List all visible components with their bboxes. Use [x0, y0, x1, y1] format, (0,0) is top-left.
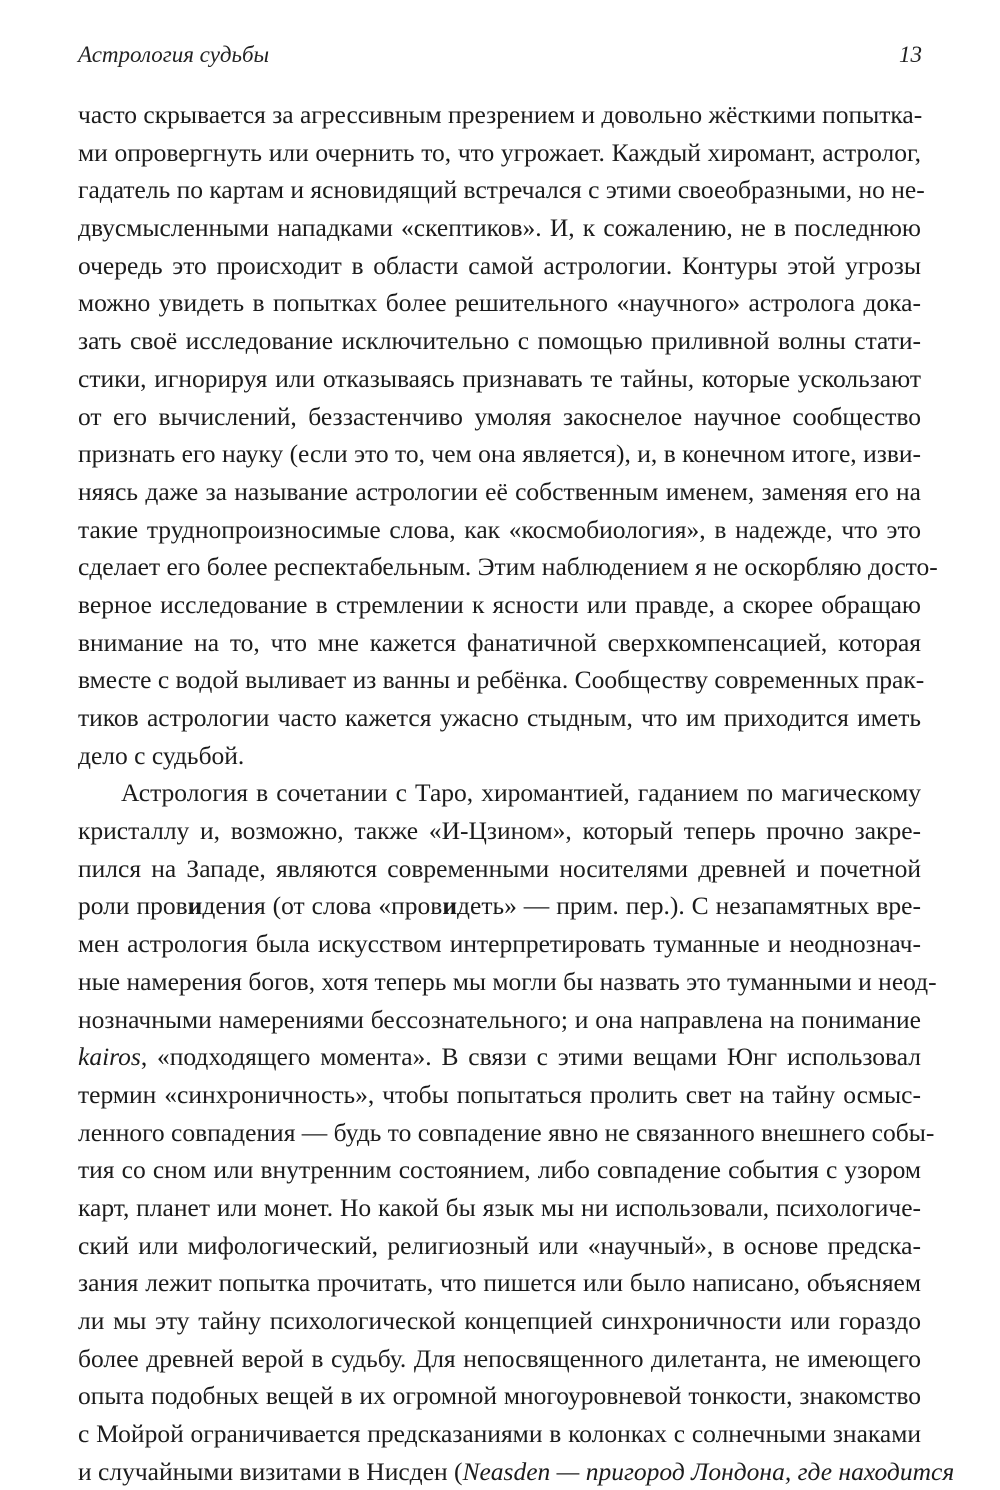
text-segment: дело с судьбой.	[78, 740, 245, 770]
text-line	[78, 1189, 921, 1227]
text-line	[78, 209, 921, 247]
italic-text: Neasden — пригород Лондона, где находится	[462, 1456, 955, 1486]
text-segment: и случайными визитами в Нисден (	[78, 1456, 463, 1486]
text-line	[78, 134, 921, 172]
paragraph	[78, 96, 938, 774]
text-segment: ми опровергнуть или очернить то, что угрожает. Каждый хиромант, астролог,	[78, 137, 921, 167]
text-line	[78, 1076, 921, 1114]
text-line	[78, 473, 921, 511]
page-number: 13	[899, 42, 922, 67]
text-segment: двусмысленными нападками «скептиков». И, к сожалению, не в последнюю	[78, 213, 921, 243]
text-segment: кристаллу и, возможно, также «И-Цзином», который теперь прочно закре-	[78, 816, 921, 846]
text-segment: стики, игнорируя или отказываясь признавать те тайны, которые ускользают	[78, 363, 921, 393]
text-line	[78, 850, 921, 888]
text-line	[78, 1302, 921, 1340]
text-line	[78, 398, 921, 436]
text-line	[78, 1227, 921, 1265]
text-line	[78, 1377, 921, 1415]
text-segment: опыта подобных вещей в их огромной многоуровневой тонкости, знакомство	[78, 1381, 921, 1411]
text-segment: верное исследование в стремлении к ясности или правде, а скорее обращаю	[78, 589, 921, 619]
text-line	[78, 284, 921, 322]
italic-text: kairos	[78, 1042, 141, 1072]
text-segment: мен астрология была искусством интерпретировать туманные и неоднознач-	[78, 929, 921, 959]
text-line	[78, 925, 921, 963]
text-line	[78, 1264, 921, 1302]
text-segment: вместе с водой выливает из ванны и ребёнка. Сообществу современных прак-	[78, 665, 925, 695]
text-segment: признать его науку (если это то, чем она является), и, в конечном итоге, изви-	[78, 439, 921, 469]
text-line	[78, 1340, 921, 1378]
text-segment: пился на Западе, являются современными носителями древней и почетной	[78, 853, 921, 883]
text-line	[78, 1038, 921, 1076]
stressed-letter: и	[442, 891, 458, 921]
text-line	[78, 887, 921, 925]
text-line	[78, 360, 921, 398]
stressed-letter: и	[187, 891, 203, 921]
text-line	[78, 322, 921, 360]
text-segment: зать своё исследование исключительно с помощью приливной волны стати-	[78, 326, 921, 356]
text-segment: дения (от слова «пров	[202, 891, 443, 921]
text-segment: зания лежит попытка прочитать, что пишется или было написано, объясняем	[78, 1268, 921, 1298]
text-segment: сделает его более респектабельным. Этим наблюдением я не оскорбляю досто-	[78, 552, 938, 582]
text-segment: тия со сном или внутренним состоянием, либо совпадение события с узором	[78, 1155, 921, 1185]
text-line	[78, 812, 921, 850]
text-segment: от его вычислений, беззастенчиво умоляя закоснелое научное сообщество	[78, 401, 921, 431]
text-segment: роли пров	[78, 891, 188, 921]
text-line	[78, 737, 921, 775]
text-segment: очередь это происходит в области самой астрологии. Контуры этой угрозы	[78, 250, 921, 280]
text-segment: , «подходящего момента». В связи с этими вещами Юнг использовал	[140, 1042, 921, 1072]
text-segment: часто скрывается за агрессивным презрением и довольно жёсткими попытка-	[78, 100, 923, 129]
running-title: Астрология судьбы	[78, 42, 270, 67]
text-line	[78, 171, 925, 209]
text-line	[78, 963, 937, 1001]
text-line	[78, 1453, 955, 1490]
text-segment: ленного совпадения — будь то совпадение явно не связанного внешнего собы-	[78, 1117, 935, 1147]
text-segment: более древней верой в судьбу. Для непосвященного дилетанта, не имеющего	[78, 1343, 921, 1373]
text-line	[78, 435, 921, 473]
text-segment: с Мойрой ограничивается предсказаниями в колонках с солнечными знаками	[78, 1419, 921, 1449]
text-segment: няясь даже за называние астрологии её собственным именем, заменяя его на	[78, 476, 921, 506]
text-segment: гадатель по картам и ясновидящий встречался с этими своеобразными, но не-	[78, 175, 925, 205]
text-line	[78, 661, 925, 699]
text-line	[78, 1151, 921, 1189]
paragraph	[78, 774, 955, 1490]
text-segment: тиков астрологии часто кажется ужасно стыдным, что им приходится иметь	[78, 703, 921, 732]
text-line	[78, 1114, 935, 1152]
text-segment: термин «синхроничность», чтобы попытаться пролить свет на тайну осмыс-	[78, 1079, 921, 1109]
text-line	[78, 699, 921, 737]
text-segment: Астрология в сочетании с Таро, хиромантией, гаданием по магическому	[121, 778, 921, 808]
text-line	[78, 96, 921, 134]
text-segment: ский или мифологический, религиозный или «научный», в основе предска-	[78, 1230, 921, 1260]
body-text	[78, 96, 955, 1490]
text-segment: можно увидеть в попытках более решительного «научного» астролога дока-	[78, 288, 921, 318]
text-segment: такие труднопроизносимые слова, как «космобиология», в надежде, что это	[78, 514, 921, 544]
text-segment: карт, планет или монет. Но какой бы язык мы ни использовали, психологиче-	[78, 1192, 921, 1222]
text-segment: ли мы эту тайну психологической концепцией синхроничности или гораздо	[78, 1306, 921, 1335]
text-line	[78, 247, 921, 285]
text-line	[78, 586, 921, 624]
text-segment: деть» — прим. пер.). С незапамятных вре-	[457, 891, 921, 921]
text-line	[78, 1415, 921, 1453]
text-segment: нозначными намерениями бессознательного; и она направлена на понимание	[78, 1004, 921, 1034]
running-header	[78, 42, 922, 68]
text-line	[78, 624, 921, 662]
text-line	[78, 1001, 921, 1039]
text-line	[78, 774, 921, 812]
text-segment: внимание на то, что мне кажется фанатичной сверхкомпенсацией, которая	[78, 627, 921, 657]
text-line	[78, 548, 938, 586]
text-segment: ные намерения богов, хотя теперь мы могли бы назвать это туманными и неод-	[78, 966, 937, 996]
text-line	[78, 511, 921, 549]
